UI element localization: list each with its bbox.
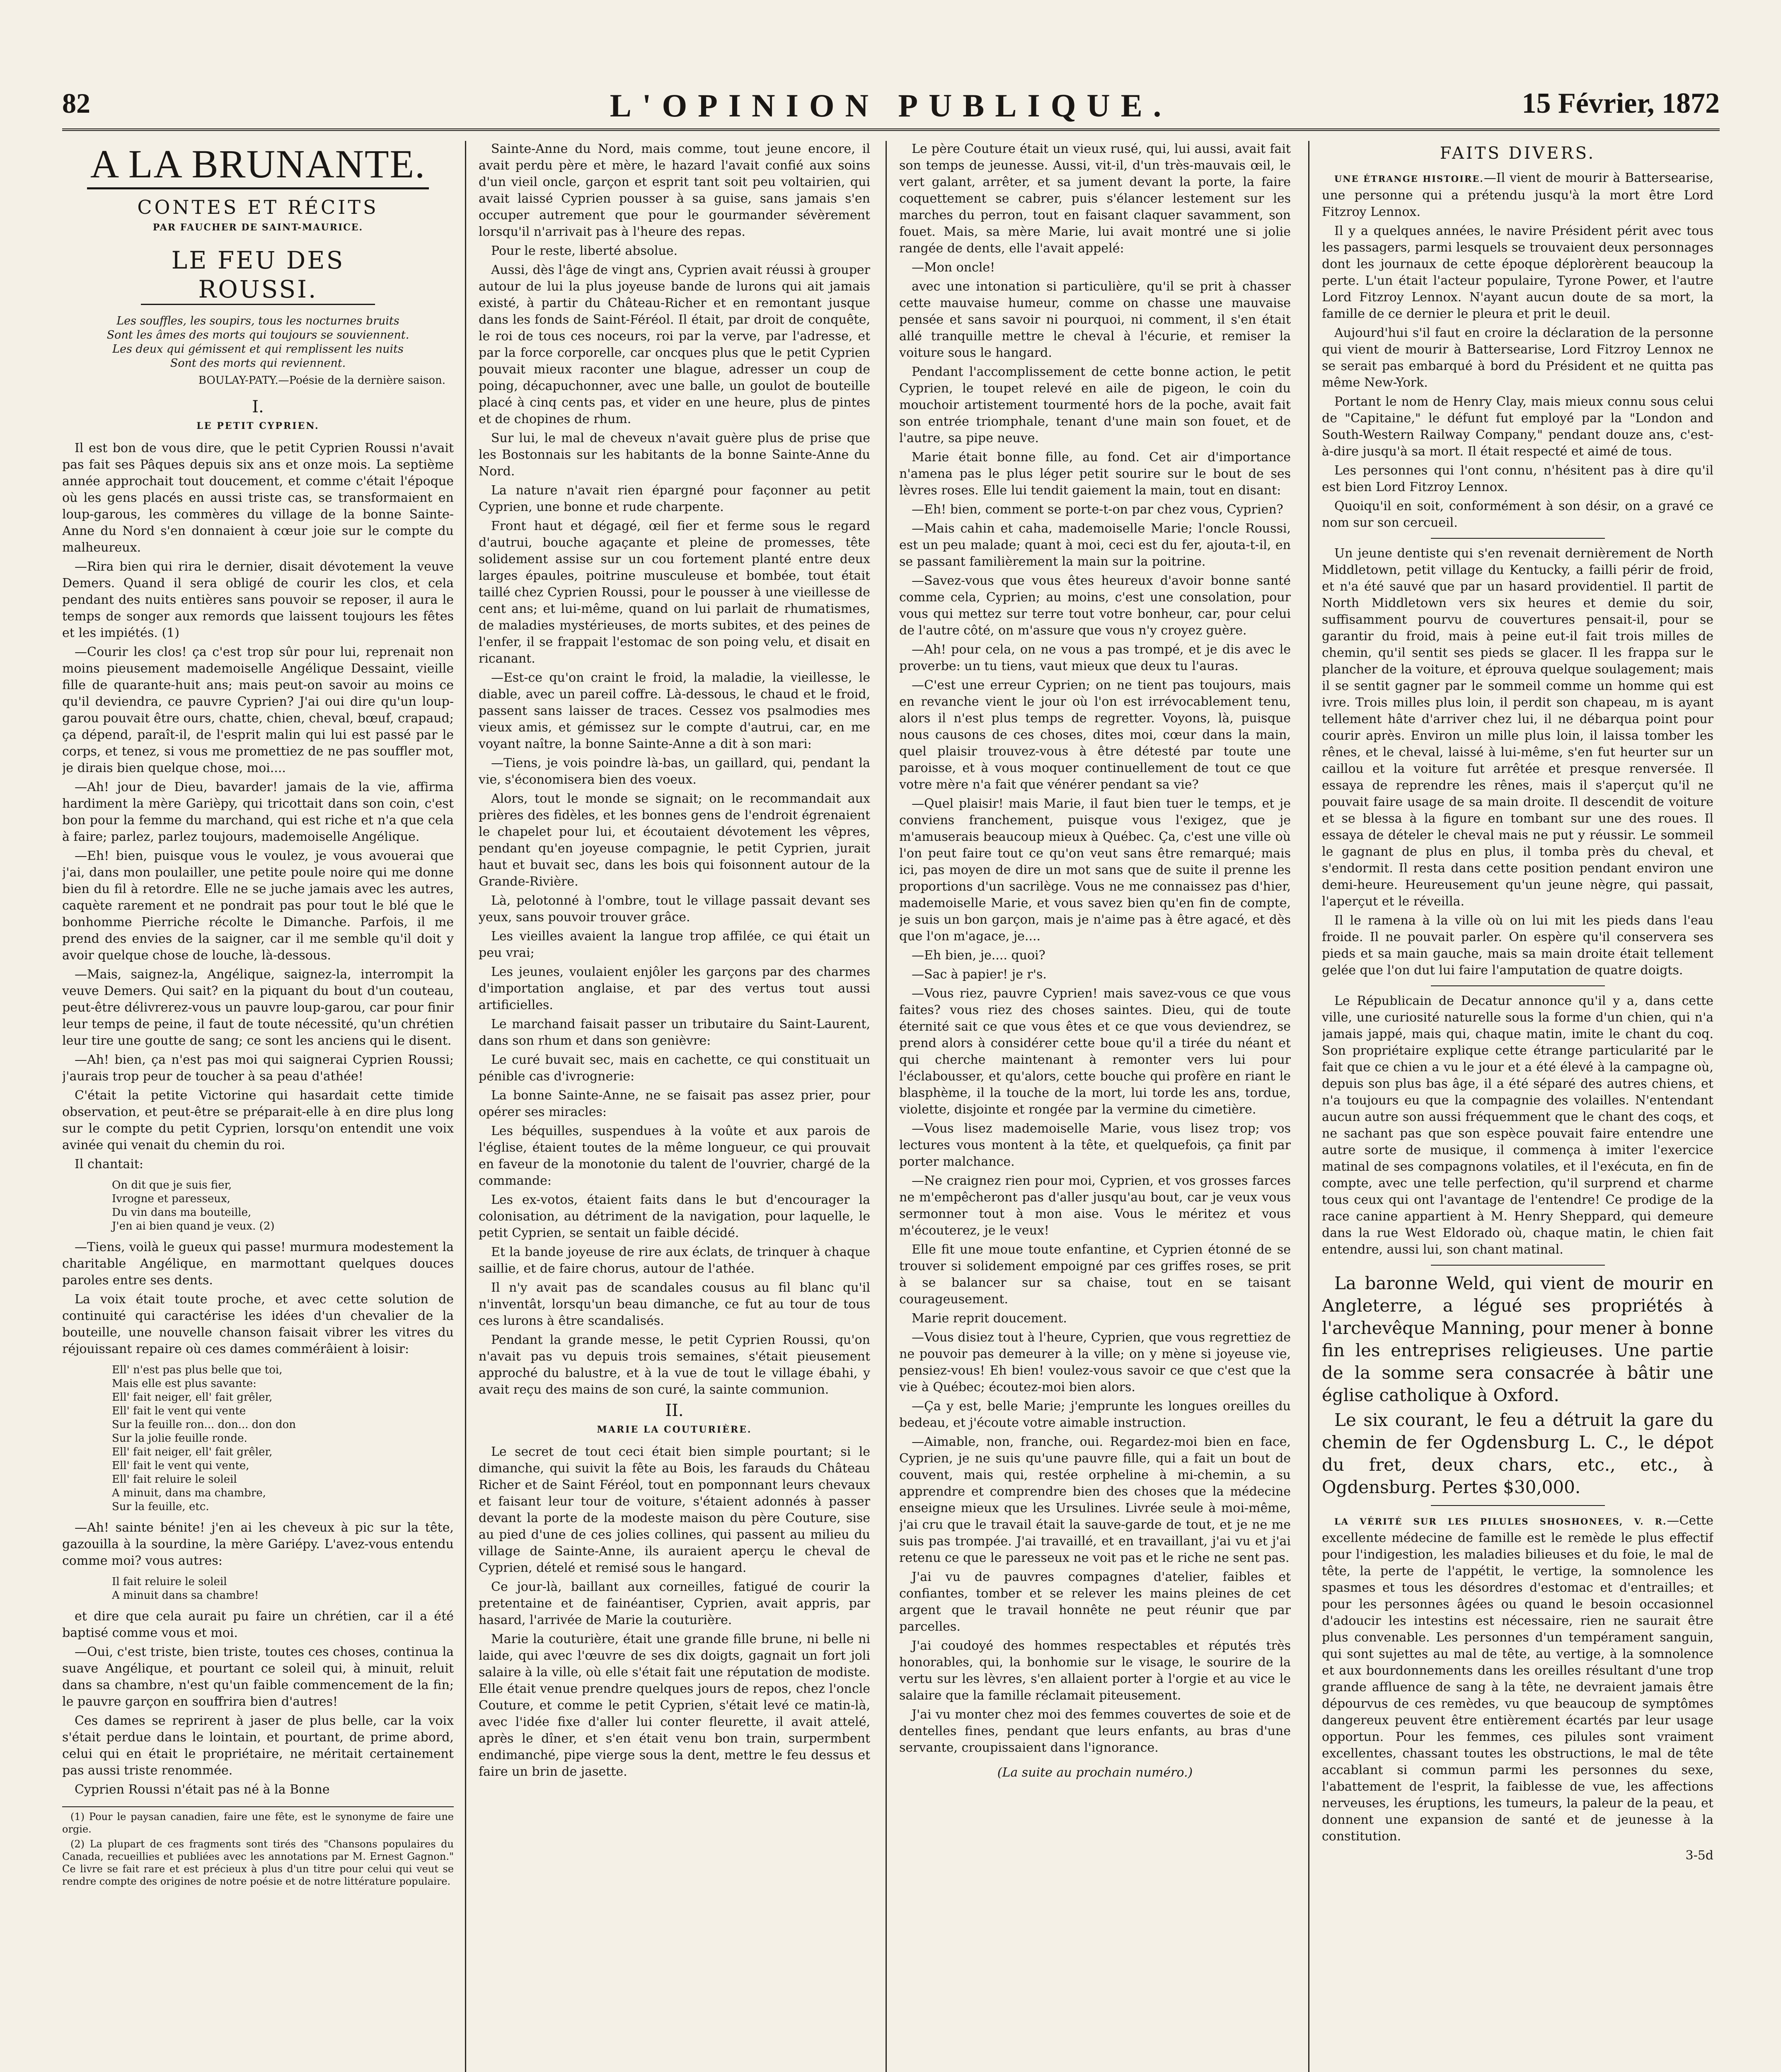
news-text: —Il vient de mourir à Battersearise, une personne qui a prétendu jusqu'à la mort être Lord Fitzroy Lennox. [1322,171,1713,219]
paragraph: avec une intonation si particulière, qu'il se prit à chasser cette mauvaise humeur, comme on chasse une mauvaise pensée et sans savoir ni pourquoi, ni comment, il s'en était allé tranquille mettre le cheval à l'écurie, et remiser la voiture sous le hangard. [899,279,1291,360]
paragraph: Quoiqu'il en soit, conformément à son désir, on a gravé ce nom sur son cercueil. [1322,499,1713,530]
paragraph: La voix était toute proche, et avec cette solution de continuité qui caractérise les idées d'un chevalier de la bouteille, une nouvelle chanson faisait vibrer les vitres du réjouissant repaire où ces dames commérâient à loisir: [62,1292,454,1356]
paragraph: La baronne Weld, qui vient de mourir en Angleterre, a légué ses propriétés à l'archevêque Manning, pour mener à bonne fin les entreprises religieuses. Une partie de la somme sera consacrée à bâtir une église catholique à Oxford. [1322,1273,1713,1405]
paragraph: Là, pelotonné à l'ombre, tout le village passait devant ses yeux, sans pouvoir trouver grâce. [479,893,870,925]
advert-code: 3-5d [1685,1848,1713,1863]
paragraph: —Eh bien, je.... quoi? [912,948,1045,963]
footnote: (1) Pour le paysan canadien, faire une fête, est le synonyme de faire une orgie. [62,1811,454,1835]
footnote: (2) La plupart de ces fragments sont tirés des "Chansons populaires du Canada, recueillies et publiées avec les annotations par M. Ernest Gagnon." Ce livre se fait rare et est précieux à plus d'un titre pour celui qui veut se rendre compte des origines de notre poésie et de notre littérature populaire. [62,1838,454,1887]
continued-note: (La suite au prochain numéro.) [997,1765,1193,1780]
paragraph: Les ex-votos, étaient faits dans le but d'encourager la colonisation, au détriment de la navigation, pour laquelle, le petit Cyprien, se sentait un faible décidé. [479,1193,870,1240]
paragraph: Sainte-Anne du Nord, mais comme, tout jeune encore, il avait perdu père et mère, le hazard l'avait confié aux soins d'un vieil oncle, garçon et esprit tant soit peu voltairien, qui avait laissé Cyprien pousser à sa guise, sans jamais s'en occuper autrement que pour le gourmander sévèrement lorsqu'il n'arrivait pas à l'heure des repas. [479,142,870,239]
paragraph: —Mais, saignez-la, Angélique, saignez-la, interrompit la veuve Demers. Qui sait? en la piquant du bout d'un couteau, peut-être délivrerez-vous un pauvre loup-garou, car pour finir leur temps de peine, il faut de toute nécessité, qu'un chrétien leur tire une goutte de sang; ce sont les anciens qui le disent. [62,967,454,1048]
column-rule [1308,141,1309,2072]
news-rubric: UNE ÉTRANGE HISTOIRE. [1334,174,1484,184]
paragraph: La nature n'avait rien épargné pour façonner au petit Cyprien, une bonne et rude charpente. [479,483,870,514]
paragraph: Le secret de tout ceci était bien simple pourtant; si le dimanche, qui suivit la fête au Bois, les farauds du Château Richer et de Saint Féréol, tout en pomponnant leurs chevaux et faisant leur tour de voiture, s'étaient adonnés à passer devant la porte de la modeste maison du père Couture, sise au pied d'une de ces jolies collines, qui passent au milieu du village de Sainte-Anne, ils auraient aperçu le cheval de Cyprien, dételé et remisé sous le hangard. [479,1445,870,1575]
verse-line: A minuit dans sa chambre! [112,1589,259,1602]
song-verse [112,1575,454,1602]
paragraph: —Tiens, voilà le gueux qui passe! murmura modestement la charitable Angélique, en marmottant quelques douces paroles entre ses dents. [62,1240,454,1288]
verse-line: Il fait reluire le soleil [112,1576,227,1588]
verse-line: Ell' n'est pas plus belle que toi, [112,1364,283,1376]
paragraph: C'était la petite Victorine qui hasardait cette timide observation, et peut-être se préparait-elle à en dire plus long sur le compte du petit Cyprien, lorsqu'on entendit une voix avinée qui venait du chemin du roi. [62,1088,454,1152]
paragraph: —Vous disiez tout à l'heure, Cyprien, que vous regrettiez de ne pouvoir pas demeurer à la ville; on y mène si joyeuse vie, pensiez-vous! Eh bien! voulez-vous savoir ce que c'est que la vie à Québec; écoutez-moi bien alors. [899,1330,1291,1394]
epigraph-line: Sont les âmes des morts qui toujours se souviennent. [106,329,409,341]
paragraph: Les vieilles avaient la langue trop affilée, ce qui était un peu vrai; [479,929,870,960]
paragraph: Pendant l'accomplissement de cette bonne action, le petit Cyprien, le toupet relevé en aile de pigeon, le coin du mouchoir artistement tourmenté hors de la poche, avait fait son entrée triomphale, tenant d'une main son fouet, et de l'autre, sa pipe neuve. [899,365,1291,445]
paragraph: —Eh! bien, puisque vous le voulez, je vous avouerai que j'ai, dans mon poulailler, une petite poule noire qui me donne bien du fil à retordre. Elle ne se juche jamais avec les autres, caquète rarement et ne pondrait pas pour tout le blé que le bonhomme Pierriche récolte le Dimanche. Parfois, il me prend des envies de la saigner, car il me semble qu'il doit y avoir quelque chose de louche, là-dessous. [62,849,454,963]
section-title: FAITS DIVERS. [1440,144,1596,163]
story-author: PAR FAUCHER DE SAINT-MAURICE. [152,222,363,233]
paragraph: —Ah! sainte bénite! j'en ai les cheveux à pic sur la tête, gazouilla à la sourdine, la mère Gariépy. L'avez-vous entendu comme moi? vous autres: [62,1520,454,1568]
news-divider [1431,1505,1605,1506]
paragraph: —Ah! pour cela, on ne vous a pas trompé, et je dis avec le proverbe: un tu tiens, vaut mieux que deux tu l'auras. [899,642,1291,673]
paragraph: —Tiens, je vois poindre là-bas, un gaillard, qui, pendant la vie, s'économisera bien des voeux. [479,756,870,787]
paragraph: Pendant la grande messe, le petit Cyprien Roussi, qu'on n'avait pas vu depuis trois semaines, s'était pieusement approché du balustre, et à la vue de tout le village ébahi, y avait reçu des mains de son curé, la sainte communion. [479,1333,870,1397]
column-rule [886,141,887,2072]
paragraph: Les jeunes, voulaient enjôler les garçons par des charmes d'importation anglaise, et par des vertus tout aussi artificielles. [479,965,870,1012]
paragraph: —Est-ce qu'on craint le froid, la maladie, la vieillesse, le diable, avec un pareil coffre. Là-dessous, le chaud et le froid, passent sans laisser de traces. Cessez vos psalmodies mes vieux amis, et gémissez sur le compte d'autrui, car, en me voyant naître, la bonne Sainte-Anne a dit à son mari: [479,670,870,751]
paragraph: Front haut et dégagé, œil fier et ferme sous le regard d'autrui, bouche agaçante et pleine de promesses, tête solidement assise sur un cou fortement planté entre deux larges épaules, poitrine musculeuse et bombée, tout était taillé chez Cyprien Roussi, pour le pousser à une vieillesse de cent ans; et lui-même, quand on lui parlait de rhumatismes, de maladies mystérieuses, de morts subites, et des peines de l'enfer, il se frappait l'estomac de son poing velu, et disait en ricanant. [479,519,870,666]
paragraph: La bonne Sainte-Anne, ne se faisait pas assez prier, pour opérer ses miracles: [479,1088,870,1119]
paragraph: Un jeune dentiste qui s'en revenait dernièrement de North Middletown, petit village du Kentucky, a failli périr de froid, et n'a été sauvé que par un hasard providentiel. Il partit de North Middletown vers six heures et demie du soir, suffisamment pourvu de couvertures pensait-il, pour se garantir du froid, mais à peine eut-il fait trois milles de chemin, qu'il sentit ses pieds se glacer. Il les frappa sur le plancher de la voiture, et éprouva quelque soulagement; mais il se sentit gagner par le sommeil comme un homme qui est ivre. Trois milles plus loin, il perdit son chapeau, m is ayant tellement hâte d'arriver chez lui, il ne débarqua point pour courir après. Environ un mille plus loin, il laissa tomber les rênes, et le cheval, laissé à lui-même, s'en fut heurter sur un caillou et la voiture fut arrêtée et presque renversée. Il essaya de reprendre les rênes, mais il s'aperçut qu'il ne pouvait faire usage de sa main droite. Il descendit de voiture et se blessa à la figure en tombant sur une des roues. Il essaya de dételer le cheval mais ne put y réussir. Le sommeil le gagnant de plus en plus, il tomba près du cheval, et s'endormit. Il resta dans cette position pendant environ une demi-heure. Heureusement qu'un jeune nègre, qui passait, l'aperçut et le réveilla. [1322,546,1713,909]
issue-date: 15 Février, 1872 [1522,87,1720,119]
page-header [62,83,1720,131]
verse-line: J'en ai bien quand je veux. (2) [112,1220,275,1232]
story-title: A LA BRUNANTE. [87,141,429,189]
paragraph: —Aimable, non, franche, oui. Regardez-moi bien en face, Cyprien, je ne suis qu'une pauvre fille, qui a fait un bout de couvent, mais qui, restée orpheline à mi-chemin, a su apprendre et comprendre bien des choses que la médecine enseigne mieux que les Ursulines. Livrée seule à moi-même, j'ai cru que le travail était la sauve-garde de tout, et je ne me suis pas trompée. J'ai travaillé, et en travaillant, j'ai vu et j'ai retenu ce que le paresseux ne voit pas et le riche ne sent pas. [899,1435,1291,1565]
paragraph: —Mais cahin et caha, mademoiselle Marie; l'oncle Roussi, est un peu malade; quant à moi, ceci est du fer, ajouta-t-il, en se passant familièrement la main sur la poitrine. [899,521,1291,569]
column-1 [62,141,454,2072]
column-2 [479,141,870,2072]
paragraph: —Mon oncle! [912,260,995,275]
paragraph: Le Républicain de Decatur annonce qu'il y a, dans cette ville, une curiosité naturelle sous la forme d'un chien, qui n'a jamais jappé, mais qui, chaque matin, imite le chant du coq. Son propriétaire explique cette étrange particularité par le fait que ce chien a vu le jour et a été élevé à la campagne où, depuis son plus bas âge, il a été séparé des autres chiens, et n'a toujours eu que la compagnie des volailles. N'entendant aucun autre son aussi fréquemment que le chant des coqs, et ne sachant pas que son espèce pouvait faire entendre une autre sorte de musique, il commença à imiter l'exercice matinal de ses compagnons volatiles, et il l'exécuta, en fin de compte, avec une telle perfection, qu'il surprend et charme tous ceux qui ont l'avantage de l'entendre! Ce prodige de la race canine appartient à M. Henry Sheppard, qui demeure dans la rue West Eldorado où, chaque matin, le chien fait entendre, aussi lui, son chant matinal. [1322,994,1713,1257]
paragraph: J'ai coudoyé des hommes respectables et réputés très honorables, qui, la bonhomie sur le visage, le sourire de la vertu sur les lèvres, s'en allaient porter à l'orgie et au vice le salaire que la famille réclamait piteusement. [899,1639,1291,1703]
news-divider [1431,538,1605,539]
paragraph: Le père Couture était un vieux rusé, qui, lui aussi, avait fait son temps de jeunesse. Aussi, vit-il, d'un très-mauvais œil, le vert galant, arrêter, et sa jument devant la porte, la faire coquettement se cabrer, puis s'élancer lestement sur les marches du perron, tout en faisant claquer savamment, son fouet. Mais, sa mère Marie, lui avait montré une si jolie rangée de dents, elle l'avait appelé: [899,142,1291,256]
paragraph: —Savez-vous que vous êtes heureux d'avoir bonne santé comme cela, Cyprien; au moins, c'est une consolation, pour vous qui mettez sur terre tout votre bonheur, car, pour celui de l'autre côté, on m'assure que vous n'y croyez guère. [899,574,1291,638]
verse-line: Sur la feuille ron... don... don don [112,1418,296,1431]
paragraph: Le curé buvait sec, mais en cachette, ce qui constituait un pénible cas d'ivrognerie: [479,1053,870,1084]
column-rule [465,141,466,2072]
paragraph: et dire que cela aurait pu faire un chrétien, car il a été baptisé comme vous et moi. [62,1609,454,1640]
paragraph: Elle fit une moue toute enfantine, et Cyprien étonné de se trouver si solidement empoigné par ces griffes roses, se prit à se balancer sur sa chaise, tout en se taisant courageusement. [899,1242,1291,1307]
paragraph: Portant le nom de Henry Clay, mais mieux connu sous celui de "Capitaine," le défunt fut employé par la "London and South-Western Railway Company," pendant douze ans, c'est-à-dire jusqu'à sa mort. Il était respecté et aimé de tous. [1322,395,1713,459]
paragraph: Il y a quelques années, le navire Président périt avec tous les passagers, parmi lesquels se trouvaient deux personnages dont les journaux de cette époque déplorèrent beaucoup la perte. L'un était l'acteur populaire, Tyrone Power, et l'autre Lord Fitzroy Lennox. N'ayant aucun doute de sa mort, la famille de ce dernier le pleura et prit le deuil. [1322,224,1713,321]
paragraph: Alors, tout le monde se signait; on le recommandait aux prières des fidèles, et les bonnes gens de l'endroit égrenaient le chapelet pour lui, et écoutaient dévotement les vêpres, pendant qu'en joyeuse compagnie, le petit Cyprien, jurait haut et buvait sec, dans les bois qui foisonnent autour de la Grande-Rivière. [479,792,870,889]
paragraph: —Oui, c'est triste, bien triste, toutes ces choses, continua la suave Angélique, et pourtant ce soleil qui, à minuit, reluit dans sa chambre, n'est qu'un faible commencement de la fin; le pauvre garçon en souffrira bien d'autres! [62,1645,454,1709]
paragraph: Le six courant, le feu a détruit la gare du chemin de fer Ogdensburg L. C., le dépot du fret, deux chars, etc., etc., à Ogdensburg. Pertes $30,000. [1322,1410,1713,1497]
paragraph: —Quel plaisir! mais Marie, il faut bien tuer le temps, et je conviens franchement, puisque vous l'exigez, que je m'amuserais beaucoup mieux à Québec. Ça, c'est une ville où l'on peut faire tout ce qu'on veut sans être remarqué; mais ici, pas moyen de dire un mot sans que de suite il prenne les proportions d'un sacrilège. Vous ne me connaissez pas d'hier, mademoiselle Marie, et vous savez bien qu'en fin de compte, je suis un bon garçon, mais je n'aime pas à être agacé, et dès que l'on m'agace, je.... [899,796,1291,944]
paragraph: Et la bande joyeuse de rire aux éclats, de trinquer à chaque saillie, et de faire chorus, autour de l'athée. [479,1245,870,1276]
paragraph: Marie était bonne fille, au fond. Cet air d'importance n'amena pas le plus léger petit sourire sur le bout de ses lèvres roses. Elle lui tendit gaiement la main, tout en disant: [899,450,1291,498]
paragraph: Il le ramena à la ville où on lui mit les pieds dans l'eau froide. Il ne pouvait parler. On espère qu'il conservera ses pieds et sa main gauche, mais sa main droite était tellement gelée que l'on dut lui faire l'amputation de quatre doigts. [1322,913,1713,978]
paragraph: Il chantait: [75,1157,144,1172]
epigraph-source: BOULAY-PATY.—Poésie de la dernière saison. [198,374,445,387]
paragraph: J'ai vu de pauvres compagnes d'atelier, faibles et confiantes, tomber et se relever les mains pleines de cet argent que le travail honnête ne peut réunir que par parcelles. [899,1570,1291,1634]
paragraph: —C'est une erreur Cyprien; on ne tient pas toujours, mais en revanche vient le jour où l'on est irrévocablement tenu, alors il n'est plus temps de regretter. Voyons, là, puisque nous causons de ces choses, dites moi, cœur dans la main, quel plaisir trouvez-vous à être détesté par toute une paroisse, et à vous moquer continuellement de tout ce que votre mère n'a fait que vénérer pendant sa vie? [899,678,1291,792]
verse-line: Ell' fait neiger, ell' fait grêler, [112,1446,273,1458]
large-news-block [1322,1272,1713,1498]
story-subtitle: CONTES ET RÉCITS [137,196,379,218]
paragraph: Pour le reste, liberté absolue. [491,244,678,258]
verse-line: Ell' fait le vent qui vente, [112,1460,249,1472]
news-rubric: LA VÉRITÉ SUR LES PILULES SHOSHONEES, V. R. [1334,1516,1667,1527]
masthead-title: L'OPINION PUBLIQUE. [610,87,1172,123]
paragraph: —Ça y est, belle Marie; j'emprunte les longues oreilles du bedeau, et j'écoute votre aimable instruction. [899,1399,1291,1430]
paragraph: Marie reprit doucement. [912,1311,1067,1326]
epigraph-line: Sont des morts qui reviennent. [170,357,346,370]
paragraph: Sur lui, le mal de cheveux n'avait guère plus de prise que les Bostonnais sur les habitants de la bonne Sainte-Anne du Nord. [479,431,870,479]
paragraph: —Ah! jour de Dieu, bavarder! jamais de la vie, affirma hardiment la mère Garièpy, qui tricottait dans son coin, c'est bon pour la femme du marchand, qui est riche et n'a que cela à faire; parlez, parlez toujours, mademoiselle Angélique. [62,780,454,844]
paragraph: Aujourd'hui s'il faut en croire la déclaration de la personne qui vient de mourir à Battersearise, Lord Fitzroy Lennox ne se serait pas embarqué à bord du Président et ne quitta pas même New-York. [1322,326,1713,390]
news-divider [1431,1265,1605,1266]
paragraph: Il est bon de vous dire, que le petit Cyprien Roussi n'avait pas fait ses Pâques depuis six ans et onze mois. La septième année approchait tout doucement, et comme c'était l'époque où les gens placés en aussi triste cas, se transformaient en loup-garous, les commères du village de la bonne Sainte-Anne du Nord s'en donnaient à cœur joie sur le compte du malheureux. [62,441,454,555]
paragraph: Marie la couturière, était une grande fille brune, ni belle ni laide, qui avec l'œuvre de ses dix doigts, gagnait un fort joli salaire à la ville, où elle s'était fait une réputation de modiste. Elle était venue prendre quelques jours de repos, chez l'oncle Couture, et comme le petit Cyprien, s'était levé ce matin-là, avec l'idée fixe d'aller lui conter fleurette, il avait attelé, après le dîner, et s'en était venu bon train, surpermbent endimanché, pipe vierge sous la dent, mettre le feu dessus et faire un brin de jasette. [479,1632,870,1779]
chapter-title: MARIE LA COUTURIÈRE. [597,1424,752,1435]
verse-line: Ivrogne et paresseux, [112,1193,230,1205]
song-verse [112,1363,454,1514]
paragraph: Les personnes qui l'ont connu, n'hésitent pas à dire qu'il est bien Lord Fitzroy Lennox. [1322,463,1713,494]
epigraph [62,314,454,370]
verse-line: On dit que je suis fier, [112,1179,232,1191]
paragraph: Les béquilles, suspendues à la voûte et aux parois de l'église, étaient toutes de la même longueur, ce qui prouvait en faveur de la monotonie du talent de l'ouvrier, chargé de la commande: [479,1124,870,1188]
epigraph-line: Les deux qui gémissent et qui remplissent les nuits [112,343,404,356]
verse-line: Sur la feuille, etc. [112,1501,209,1513]
verse-line: Ell' fait reluire le soleil [112,1473,237,1486]
paragraph: Cyprien Roussi n'était pas né à la Bonne [75,1782,330,1797]
paragraph: J'ai vu monter chez moi des femmes couvertes de soie et de dentelles fines, pendant que leurs enfants, au bras d'une servante, croupissaient dans l'ignorance. [899,1707,1291,1755]
verse-line: Ell' fait neiger, ell' fait grêler, [112,1391,273,1404]
column-3 [899,141,1291,2072]
verse-line: Du vin dans ma bouteille, [112,1206,252,1219]
paragraph: —Courir les clos! ça c'est trop sûr pour lui, reprenait non moins pieusement mademoiselle Angélique Dessaint, vieille fille de quarante-huit ans; mais peut-on savoir au moins ce qu'il deviendra, ce pauvre Cyprien? J'ai oui dire qu'un loup-garou pouvait être ours, chatte, chien, cheval, bœuf, crapaud; ça dépend, paraît-il, de l'esprit malin qui lui est passé par le corps, et tenez, si vous me promettiez de ne pas souffler mot, je dirais bien quelque chose, moi.... [62,645,454,775]
column-4 [1322,141,1713,2072]
paragraph [1322,170,1713,220]
song-verse [112,1179,454,1233]
epigraph-line: Les souffles, les soupirs, tous les nocturnes bruits [116,315,399,327]
paragraph: Ces dames se reprirent à jaser de plus belle, car la voix s'était perdue dans le lointain, et pourtant, de prime abord, celui qui en était le propriétaire, ne méritait certainement pas aussi triste renommée. [62,1714,454,1778]
page-number: 82 [62,87,90,119]
chapter-number: II. [665,1401,684,1420]
paragraph: —Rira bien qui rira le dernier, disait dévotement la veuve Demers. Quand il sera obligé de courir les clos, et cela pendant des nuits entières sans pouvoir se reposer, il aura le temps de songer aux remords que laissent toujours les fêtes et les impiétés. (1) [62,559,454,640]
news-text: —Cette excellente médecine de famille est le remède le plus effectif pour l'indigestion, les maladies bilieuses et du foie, le mal de tête, la perte de l'appétit, le vertige, la somnolence les spasmes et tous les désordres d'estomac et d'entrailles; et pour les personnes âgées ou quand le besoin occasionnel d'adoucir les intestins est nécessaire, rien ne saurait être plus convenable. Les personnes d'un tempérament sanguin, qui sont sujettes au mal de tête, au vertige, à la somnolence et aux bourdonnements dans les oreilles résultant d'une trop grande affluence de sang à la tête, ne devraient jamais être dépourvus de ces remèdes, vu que beaucoup de symptômes dangereux peuvent être entièrement écartés par leur usage opportun. Pour les femmes, ces pilules sont vraiment excellentes, chassant toutes les obstructions, le mal de tête accablant si commun parmi les personnes du sexe, l'abattement de l'esprit, la faiblesse de vue, les affections nerveuses, les éruptions, les tumeurs, la paleur de la peau, et donnent une expansion de santé et de jeunesse à la constitution. [1322,1513,1713,1844]
footnotes [62,1806,454,1888]
news-divider [1431,985,1605,986]
paragraph: Ce jour-là, baillant aux corneilles, fatigué de courir la pretentaine et de fainéantiser, Cyprien, avait appris, par hasard, l'arrivée de Marie la couturière. [479,1580,870,1627]
verse-line: Sur la jolie feuille ronde. [112,1432,247,1445]
paragraph: Il n'y avait pas de scandales cousus au fil blanc qu'il n'inventât, lorsqu'un beau dimanche, ce fut au tour de tous ces lurons à être scandalisés. [479,1280,870,1328]
col1-text [62,440,454,1173]
verse-line: Mais elle est plus savante: [112,1377,257,1390]
tale-title: LE FEU DES ROUSSI. [141,246,375,305]
paragraph: —Sac à papier! je r's. [912,967,1047,982]
paragraph: Aussi, dès l'âge de vingt ans, Cyprien avait réussi à grouper autour de lui la plus joyeuse bande de lurons qui ait jamais existé, à partir du Château-Richer et en remontant jusque dans les fonds de Saint-Féréol. Il était, par droit de conquête, le roi de tous ces noceurs, roi par la verve, par l'adresse, et par la force corporelle, car oncques plus que le petit Cyprien pouvait mieux raconter une blague, adresser un coup de poing, décapuchonner, avec une balle, un goulot de bouteille placé à cinq cents pas, et vider en une heure, plus de pintes et de chopines de rhum. [479,263,870,426]
paragraph [1322,1513,1713,1845]
paragraph: —Ne craignez rien pour moi, Cyprien, et vos grosses farces ne m'empêcheront pas d'aller jusqu'au bout, car je veux vous sermonner tout à mon aise. Vous le méritez et vous m'écouterez, je le veux! [899,1174,1291,1238]
paragraph: Le marchand faisait passer un tributaire du Saint-Laurent, dans son rhum et dans son genièvre: [479,1017,870,1048]
chapter-title: LE PETIT CYPRIEN. [196,421,319,431]
paragraph: —Eh! bien, comment se porte-t-on par chez vous, Cyprien? [912,502,1283,517]
chapter-number: I. [252,397,264,416]
verse-line: Ell' fait le vent qui vente [112,1405,246,1417]
verse-line: A minuit, dans ma chambre, [112,1487,266,1499]
paragraph: —Ah! bien, ça n'est pas moi qui saignerai Cyprien Roussi; j'aurais trop peur de toucher à sa peau d'athée! [62,1053,454,1084]
paragraph: —Vous riez, pauvre Cyprien! mais savez-vous ce que vous faites? vous riez des choses saintes. Dieu, qui de toute éternité sait ce que vous êtes et ce que vous deviendrez, se prend alors à considérer cette boue qu'il a tirée du néant et qui cherche maintenant à remonter vers lui pour l'éclabousser, et qu'alors, cette bouche qui profère en riant le blasphème, il la touche de la mort, lui torde les ans, tordue, violette, disjointe et rongée par la vermine du cimetière. [899,986,1291,1117]
paragraph: —Vous lisez mademoiselle Marie, vous lisez trop; vos lectures vous montent à la tête, et quelquefois, ça finit par porter malchance. [899,1121,1291,1169]
